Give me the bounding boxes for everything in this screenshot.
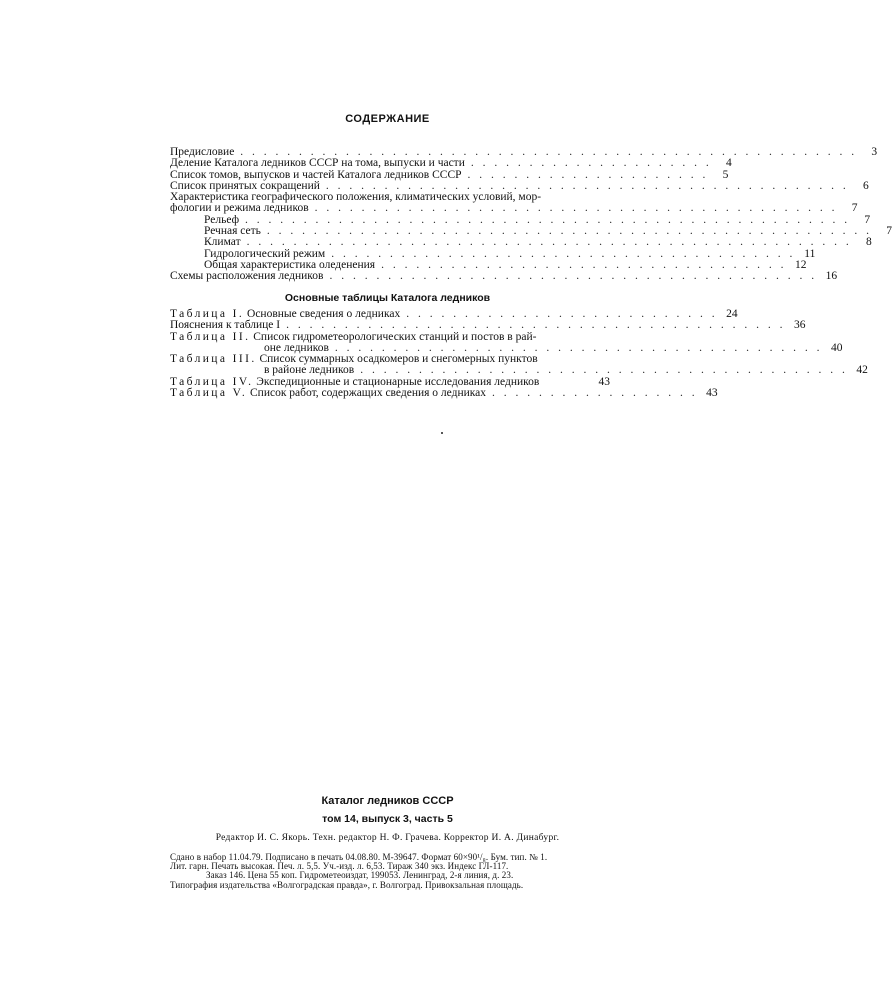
table-prefix: Таблица III.: [170, 353, 257, 366]
toc-entry-label: Рельеф: [204, 213, 240, 226]
table-label: Список работ, содержащих сведения о ледниках: [250, 387, 487, 400]
imprint-line: Сдано в набор 11.04.79. Подписано в печать 04.08.80. М-39647. Формат 60×90¹/₈. Бум. тип. № 1.: [170, 852, 548, 862]
toc-entry-schemes: [170, 270, 838, 283]
table-label: Список суммарных осадкомеров и снегомерных пунктов: [259, 353, 538, 366]
toc-page-number: 12: [794, 258, 807, 271]
toc-entry-label: Деление Каталога ледников СССР на тома, выпуски и части: [170, 157, 465, 170]
toc-page-number: 5: [722, 168, 729, 181]
toc-entry-label: фологии и режима ледников: [170, 202, 309, 215]
toc-page-number: 11: [804, 247, 816, 260]
table-label: Основные сведения о ледниках: [247, 308, 401, 320]
toc-entry-label: Общая характеристика оледенения: [204, 258, 376, 271]
toc-page-number: 24: [726, 308, 738, 320]
toc-entry-label: в районе ледников: [264, 364, 355, 377]
toc-entry-label: Гидрологический режим: [204, 247, 326, 260]
toc-entry-climate: [170, 236, 872, 249]
page-title: СОДЕРЖАНИЕ: [345, 113, 430, 125]
table-prefix: Таблица IV.: [170, 375, 254, 388]
toc-entry-label: оне ледников: [264, 341, 329, 354]
leader-dots: . . . . . . . . . . . . . . . . . . . . . . . . . . . . . . . . . . .: [381, 258, 787, 271]
toc-entry-division: [170, 157, 732, 170]
toc-page-number: 7: [851, 202, 858, 215]
leader-dots: . . . . . . . . . . . . . . . . . . . . . . . . . . . . . . . . . . . . . . . .: [331, 247, 796, 260]
toc-page-number: 8: [865, 236, 872, 249]
imprint-block: [170, 853, 610, 890]
leader-dots: . . . . . . . . . . . . . . . . . . . . . . . . . . . . . . . . . . . . . . . . . . . . . . . . . . . . .: [240, 146, 858, 158]
leader-dots: . . . . . . . . . . . . . . . . . . . . . . . . . . . . . . . . . . . . . . . . . .: [360, 364, 848, 377]
toc-page-number: 42: [856, 364, 868, 377]
toc-page-number: 16: [825, 270, 838, 283]
leader-dots: . . . . . . . . . . . . . . . . . . . . . . . . . . . . . . . . . . . . . . . . . . . . .: [314, 202, 838, 215]
leader-dots: . . . . . . . . . . . . . . . . . . . . .: [467, 168, 709, 181]
table-prefix: Таблица V.: [170, 387, 248, 400]
print-speck: [441, 432, 443, 434]
table-prefix: Таблица II.: [170, 330, 251, 343]
tables-contents: [170, 308, 868, 400]
toc-page-number: 7: [864, 213, 871, 226]
toc-entry-label: Предисловие: [170, 146, 235, 158]
toc-page-number: 3: [871, 146, 878, 158]
toc-entry-label: Речная сеть: [204, 225, 261, 238]
leader-dots: . . . . . . . . . . . . . . . . . . . . . . . . . . . . . . . . . . . . . . . . . . . . . . . . . . . .: [246, 236, 852, 249]
toc-page-number: 43: [706, 387, 718, 400]
leader-dots: . . . . . . . . . . . . . . . . . . . . . . . . . . . . . . . . . . . . . . . . . . .: [286, 319, 786, 332]
colophon-title: Каталог ледников СССР: [321, 795, 454, 807]
toc-page-number: 7: [886, 225, 892, 238]
leader-dots: . . . . . . . . . . . . . . . . . . . . . . . . . . .: [406, 308, 718, 320]
leader-dots: . . . . . . . . . . . . . . . . . . . . . . . . . . . . . . . . . . . . . . . . . .: [334, 341, 823, 354]
leader-dots: . . . . . . . . . . . . . . . . . . . . .: [470, 157, 712, 170]
table-prefix: Таблица I.: [170, 308, 245, 320]
colophon-editors: Редактор И. С. Якорь. Техн. редактор Н. Ф. Грачева. Корректор И. А. Динабург.: [215, 833, 560, 843]
leader-dots: . . . . . . . . . . . . . . . . . . . . . . . . . . . . . . . . . . . . . . . . . .: [329, 270, 818, 283]
table-label: Список гидрометеорологических станций и постов в рай-: [253, 330, 537, 343]
table-label: Экспедиционные и стационарные исследования ледников: [256, 375, 540, 388]
leader-dots: . . . . . . . . . . . . . . . . . . . . . . . . . . . . . . . . . . . . . . . . . . . . . . . . . . . .: [245, 213, 851, 226]
toc-page-number: 40: [831, 341, 843, 354]
colophon-volume: том 14, выпуск 3, часть 5: [322, 813, 453, 825]
toc-page-number: 36: [794, 319, 806, 332]
toc-entry-label: Список принятых сокращений: [170, 179, 320, 192]
table-of-contents: [170, 146, 892, 283]
toc-entry-label: [170, 388, 486, 399]
toc-entry-label: Схемы расположения ледников: [170, 270, 324, 283]
toc-entry-table-5: [170, 387, 718, 400]
imprint-line: Заказ 146. Цена 55 коп. Гидрометеоиздат, 199053. Ленинград, 2-я линия, д. 23.: [206, 870, 514, 881]
section-title: Основные таблицы Каталога ледников: [284, 292, 491, 304]
toc-page-number: 6: [863, 179, 869, 192]
imprint-line: Типография издательства «Волгоградская правда», г. Волгоград. Привокзальная площадь.: [170, 879, 524, 890]
leader-dots: . . . . . . . . . . . . . . . . . . . . . . . . . . . . . . . . . . . . . . . . . . . . . . . . . . . .: [266, 225, 873, 238]
toc-page-number: 4: [726, 157, 732, 170]
leader-dots: . . . . . . . . . . . . . . . . . . . . . . . . . . . . . . . . . . . . . . . . . . . . .: [325, 179, 849, 192]
toc-entry-label: Пояснения к таблице I: [170, 319, 281, 332]
toc-entry-label: Список томов, выпусков и частей Каталога ледников СССР: [170, 168, 462, 181]
toc-page-number: 43: [598, 375, 610, 388]
toc-entry-label: Характеристика географического положения, климатических условий, мор-: [170, 191, 542, 204]
toc-entry-label: Климат: [204, 236, 241, 249]
leader-dots: . . . . . . . . . . . . . . . . . .: [492, 387, 698, 400]
imprint-line: Лит. гарн. Печать высокая. Печ. л. 5,5. Уч.-изд. л. 6,53. Тираж 340 экз. Индекс ГЛ-117.: [170, 861, 509, 872]
